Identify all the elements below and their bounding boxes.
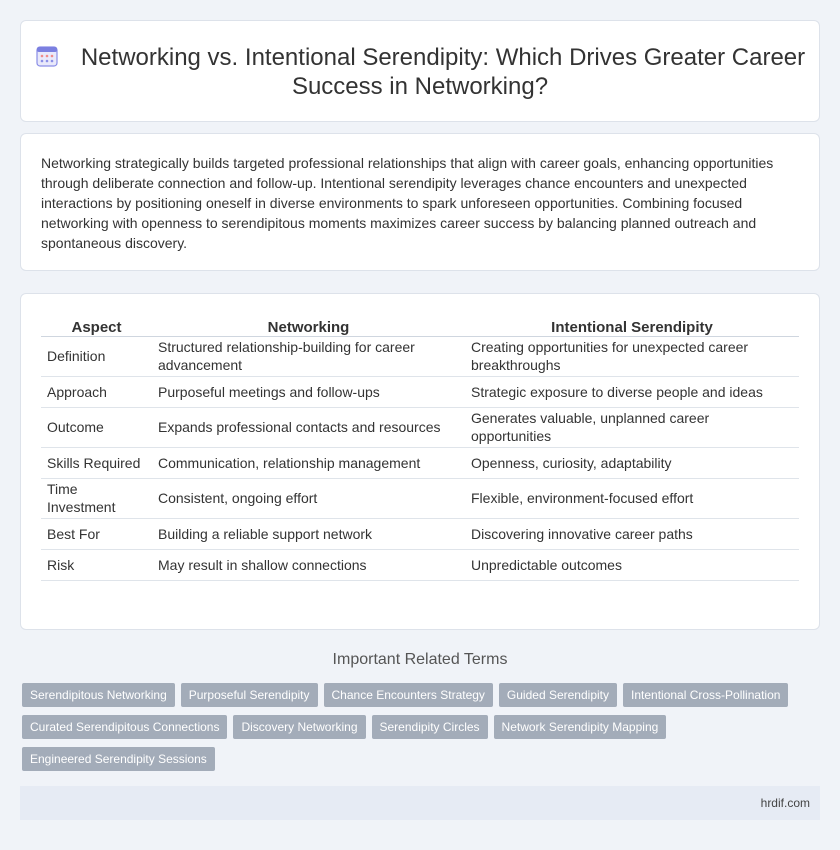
- page-title: Networking vs. Intentional Serendipity: Which Drives Greater Career Success in Networking?: [80, 44, 806, 100]
- row-networking: May result in shallow connections: [152, 549, 465, 580]
- calendar-icon: [35, 44, 59, 68]
- row-aspect: Approach: [41, 376, 152, 407]
- row-serendipity: Strategic exposure to diverse people and ideas: [465, 376, 799, 407]
- related-term-tag[interactable]: Purposeful Serendipity: [181, 683, 318, 707]
- row-serendipity: Unpredictable outcomes: [465, 549, 799, 580]
- summary-card: [20, 133, 820, 271]
- row-networking: Consistent, ongoing effort: [152, 478, 465, 518]
- table-row: [41, 549, 799, 580]
- row-serendipity: Openness, curiosity, adaptability: [465, 447, 799, 478]
- header-aspect: Aspect: [41, 315, 152, 336]
- related-term-tag[interactable]: Network Serendipity Mapping: [494, 715, 667, 739]
- row-aspect: Outcome: [41, 407, 152, 447]
- related-terms-title: Important Related Terms: [332, 651, 508, 668]
- related-term-tag[interactable]: Serendipitous Networking: [22, 683, 175, 707]
- table-row: [41, 407, 799, 447]
- comparison-table: [41, 315, 799, 581]
- related-term-tag[interactable]: Engineered Serendipity Sessions: [22, 747, 215, 771]
- row-serendipity: Flexible, environment-focused effort: [465, 478, 799, 518]
- header-card: [20, 20, 820, 122]
- row-networking: Structured relationship-building for career advancement: [152, 336, 465, 376]
- table-row: [41, 336, 799, 376]
- table-row: [41, 376, 799, 407]
- row-networking: Building a reliable support network: [152, 518, 465, 549]
- table-header-row: [41, 315, 799, 336]
- row-aspect: Skills Required: [41, 447, 152, 478]
- related-terms-list: [22, 683, 812, 771]
- table-row: [41, 478, 799, 518]
- related-term-tag[interactable]: Serendipity Circles: [372, 715, 488, 739]
- row-serendipity: Generates valuable, unplanned career opportunities: [465, 407, 799, 447]
- header-networking: Networking: [152, 315, 465, 336]
- related-term-tag[interactable]: Curated Serendipitous Connections: [22, 715, 227, 739]
- row-aspect: Time Investment: [41, 478, 152, 518]
- related-term-tag[interactable]: Guided Serendipity: [499, 683, 617, 707]
- row-aspect: Definition: [41, 336, 152, 376]
- page-title-wrap: [21, 43, 819, 101]
- table-row: [41, 447, 799, 478]
- header-intentional-serendipity: Intentional Serendipity: [465, 315, 799, 336]
- row-networking: Communication, relationship management: [152, 447, 465, 478]
- footer-site-link[interactable]: hrdif.com: [760, 796, 810, 810]
- comparison-card: [20, 293, 820, 630]
- row-serendipity: Discovering innovative career paths: [465, 518, 799, 549]
- row-networking: Purposeful meetings and follow-ups: [152, 376, 465, 407]
- row-serendipity: Creating opportunities for unexpected career breakthroughs: [465, 336, 799, 376]
- table-row: [41, 518, 799, 549]
- related-term-tag[interactable]: Chance Encounters Strategy: [324, 683, 493, 707]
- row-aspect: Risk: [41, 549, 152, 580]
- related-term-tag[interactable]: Intentional Cross-Pollination: [623, 683, 788, 707]
- row-networking: Expands professional contacts and resources: [152, 407, 465, 447]
- summary-text: Networking strategically builds targeted professional relationships that align with career goals, enhancing opportunities through deliberate connection and follow-up. Intentional serendipity leverages chance encounters and unexpected interactions by positioning oneself in diverse environments to spark unforeseen opportunities. Combining focused networking with openness to serendipitous moments maximizes career success by balancing planned outreach and spontaneous discovery.: [41, 155, 774, 251]
- footer: [20, 786, 820, 820]
- row-aspect: Best For: [41, 518, 152, 549]
- related-term-tag[interactable]: Discovery Networking: [233, 715, 365, 739]
